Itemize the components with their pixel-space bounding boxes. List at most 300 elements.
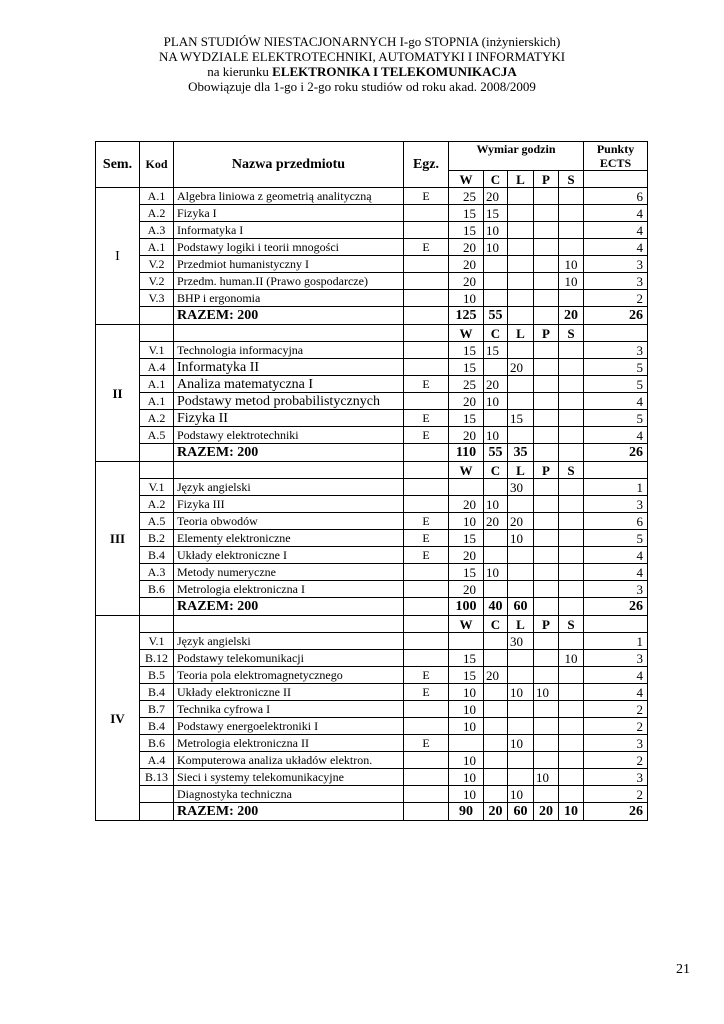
hours-w: [449, 735, 484, 752]
hours-c: [484, 786, 508, 803]
hours-s: [559, 359, 584, 376]
empty-cell: [404, 598, 449, 616]
hours-l: 15: [508, 410, 534, 427]
hours-l: 20: [508, 359, 534, 376]
course-code: B.12: [140, 650, 174, 667]
header-nazwa: Nazwa przedmiotu: [174, 142, 404, 188]
total-s: 10: [559, 803, 584, 821]
hours-w: 15: [449, 205, 484, 222]
ects-points: 4: [584, 547, 648, 564]
course-name: Podstawy energoelektroniki I: [174, 718, 404, 735]
exam-flag: E: [404, 427, 449, 444]
hours-c: [484, 752, 508, 769]
ects-points: 2: [584, 718, 648, 735]
hours-s: [559, 633, 584, 650]
total-ects: 26: [584, 598, 648, 616]
table-row: [96, 701, 648, 718]
exam-flag: E: [404, 188, 449, 205]
total-w: 100: [449, 598, 484, 616]
ects-points: 4: [584, 667, 648, 684]
header-sem: Sem.: [96, 142, 140, 188]
course-code: A.4: [140, 752, 174, 769]
hours-l: [508, 752, 534, 769]
hours-p: [534, 479, 559, 496]
semester-total-row: [96, 444, 648, 462]
total-c: 40: [484, 598, 508, 616]
hours-p: [534, 427, 559, 444]
hours-w: 15: [449, 530, 484, 547]
hours-w: 10: [449, 718, 484, 735]
hours-p: [534, 650, 559, 667]
subheader-s: S: [559, 616, 584, 633]
course-name: Przedm. human.II (Prawo gospodarcze): [174, 273, 404, 290]
hours-p: [534, 752, 559, 769]
ects-points: 5: [584, 359, 648, 376]
hours-w: 20: [449, 393, 484, 410]
exam-flag: [404, 342, 449, 359]
total-s: [559, 444, 584, 462]
exam-flag: [404, 290, 449, 307]
course-name: Układy elektroniczne II: [174, 684, 404, 701]
table-row: [96, 188, 648, 205]
course-name: Elementy elektroniczne: [174, 530, 404, 547]
header-ects-empty: [584, 171, 648, 188]
hours-l: 10: [508, 530, 534, 547]
hours-w: 20: [449, 496, 484, 513]
total-s: [559, 598, 584, 616]
total-ects: 26: [584, 307, 648, 325]
semester-subheader-row: [96, 462, 648, 479]
ects-points: 2: [584, 701, 648, 718]
exam-flag: [404, 496, 449, 513]
empty-cell: [584, 462, 648, 479]
hours-p: [534, 667, 559, 684]
empty-cell: [174, 462, 404, 479]
exam-flag: E: [404, 513, 449, 530]
table-row: [96, 718, 648, 735]
total-s: 20: [559, 307, 584, 325]
table-row: [96, 786, 648, 803]
subheader-p: P: [534, 616, 559, 633]
table-row: [96, 752, 648, 769]
ects-points: 5: [584, 410, 648, 427]
empty-cell: [140, 598, 174, 616]
exam-flag: E: [404, 735, 449, 752]
header-major: ELEKTRONIKA I TELEKOMUNIKACJA: [272, 64, 517, 79]
total-p: [534, 444, 559, 462]
course-code: V.2: [140, 256, 174, 273]
semester-total-row: [96, 598, 648, 616]
total-l: [508, 307, 534, 325]
hours-c: [484, 410, 508, 427]
hours-s: [559, 581, 584, 598]
hours-w: 15: [449, 650, 484, 667]
hours-p: [534, 393, 559, 410]
hours-p: [534, 718, 559, 735]
header-p: P: [534, 171, 559, 188]
hours-c: 10: [484, 496, 508, 513]
hours-l: [508, 376, 534, 393]
hours-l: [508, 256, 534, 273]
course-code: A.1: [140, 239, 174, 256]
hours-s: [559, 188, 584, 205]
empty-cell: [404, 803, 449, 821]
course-code: A.5: [140, 427, 174, 444]
hours-c: 20: [484, 188, 508, 205]
exam-flag: E: [404, 376, 449, 393]
table-row: [96, 222, 648, 239]
hours-c: 15: [484, 342, 508, 359]
course-code: A.3: [140, 564, 174, 581]
total-p: [534, 307, 559, 325]
course-code: B.4: [140, 684, 174, 701]
exam-flag: [404, 701, 449, 718]
header-ects-line-1: Punkty: [596, 142, 635, 156]
empty-cell: [404, 444, 449, 462]
hours-c: 10: [484, 393, 508, 410]
hours-c: 10: [484, 222, 508, 239]
hours-l: [508, 547, 534, 564]
hours-p: [534, 342, 559, 359]
hours-p: [534, 633, 559, 650]
course-code: B.6: [140, 735, 174, 752]
empty-cell: [584, 616, 648, 633]
hours-w: 20: [449, 427, 484, 444]
course-name: Teoria pola elektromagnetycznego: [174, 667, 404, 684]
hours-w: 20: [449, 547, 484, 564]
subheader-s: S: [559, 462, 584, 479]
semester-label: III: [96, 462, 140, 616]
hours-s: [559, 735, 584, 752]
course-code: A.1: [140, 188, 174, 205]
total-l: 35: [508, 444, 534, 462]
header-s: S: [559, 171, 584, 188]
exam-flag: [404, 273, 449, 290]
course-code: V.1: [140, 342, 174, 359]
exam-flag: [404, 205, 449, 222]
hours-c: [484, 769, 508, 786]
hours-l: [508, 769, 534, 786]
hours-l: [508, 496, 534, 513]
hours-p: [534, 222, 559, 239]
hours-l: 10: [508, 684, 534, 701]
exam-flag: [404, 769, 449, 786]
hours-c: [484, 684, 508, 701]
subheader-s: S: [559, 325, 584, 342]
course-code: B.6: [140, 581, 174, 598]
subheader-w: W: [449, 325, 484, 342]
hours-l: [508, 564, 534, 581]
hours-p: [534, 359, 559, 376]
hours-s: [559, 342, 584, 359]
course-code: B.5: [140, 667, 174, 684]
course-code: B.2: [140, 530, 174, 547]
table-row: [96, 239, 648, 256]
total-l: 60: [508, 598, 534, 616]
hours-c: 20: [484, 376, 508, 393]
header-egz: Egz.: [404, 142, 449, 188]
ects-points: 6: [584, 513, 648, 530]
table-row: [96, 735, 648, 752]
hours-w: 20: [449, 273, 484, 290]
hours-l: [508, 222, 534, 239]
course-name: Fizyka I: [174, 205, 404, 222]
course-name: Język angielski: [174, 479, 404, 496]
hours-s: [559, 786, 584, 803]
hours-l: 20: [508, 513, 534, 530]
hours-s: 10: [559, 256, 584, 273]
hours-w: 10: [449, 684, 484, 701]
hours-c: [484, 290, 508, 307]
table-row: [96, 359, 648, 376]
ects-points: 3: [584, 735, 648, 752]
semester-subheader-row: [96, 325, 648, 342]
hours-l: [508, 205, 534, 222]
hours-s: [559, 718, 584, 735]
header-line-3-prefix: na kierunku: [207, 64, 269, 79]
course-name: Informatyka II: [174, 359, 404, 376]
course-name: Podstawy metod probabilistycznych: [174, 393, 404, 410]
header-line-4: Obowiązuje dla 1-go i 2-go roku studiów od roku akad. 2008/2009: [188, 79, 536, 94]
ects-points: 2: [584, 290, 648, 307]
hours-p: [534, 530, 559, 547]
hours-p: [534, 239, 559, 256]
course-code: B.7: [140, 701, 174, 718]
hours-c: 10: [484, 427, 508, 444]
hours-s: [559, 547, 584, 564]
hours-l: 10: [508, 735, 534, 752]
subheader-l: L: [508, 616, 534, 633]
total-label: RAZEM: 200: [174, 598, 404, 616]
exam-flag: E: [404, 410, 449, 427]
total-label: RAZEM: 200: [174, 444, 404, 462]
hours-c: 20: [484, 667, 508, 684]
hours-s: 10: [559, 273, 584, 290]
course-name: Algebra liniowa z geometrią analityczną: [174, 188, 404, 205]
hours-l: [508, 581, 534, 598]
table-header-row: [96, 142, 648, 171]
hours-w: 15: [449, 410, 484, 427]
ects-points: 3: [584, 256, 648, 273]
ects-points: 4: [584, 684, 648, 701]
hours-s: [559, 410, 584, 427]
table-row: [96, 479, 648, 496]
course-code: A.4: [140, 359, 174, 376]
ects-points: 4: [584, 564, 648, 581]
course-name: Podstawy logiki i teorii mnogości: [174, 239, 404, 256]
hours-p: [534, 290, 559, 307]
hours-w: 10: [449, 701, 484, 718]
empty-cell: [404, 462, 449, 479]
hours-l: 10: [508, 786, 534, 803]
empty-cell: [140, 325, 174, 342]
ects-points: 3: [584, 650, 648, 667]
exam-flag: [404, 359, 449, 376]
course-code: A.3: [140, 222, 174, 239]
total-c: 20: [484, 803, 508, 821]
ects-points: 4: [584, 205, 648, 222]
hours-p: [534, 376, 559, 393]
hours-p: [534, 273, 559, 290]
exam-flag: [404, 752, 449, 769]
exam-flag: [404, 581, 449, 598]
hours-s: [559, 513, 584, 530]
exam-flag: [404, 633, 449, 650]
total-w: 110: [449, 444, 484, 462]
course-name: Przedmiot humanistyczny I: [174, 256, 404, 273]
semester-label: IV: [96, 616, 140, 821]
table-row: [96, 342, 648, 359]
course-code: A.1: [140, 393, 174, 410]
subheader-c: C: [484, 325, 508, 342]
header-kod: Kod: [140, 142, 174, 188]
header-line-3: [0, 64, 724, 79]
course-code: A.1: [140, 376, 174, 393]
subheader-c: C: [484, 462, 508, 479]
exam-flag: [404, 718, 449, 735]
ects-points: 3: [584, 496, 648, 513]
subheader-p: P: [534, 462, 559, 479]
subheader-l: L: [508, 462, 534, 479]
hours-s: [559, 376, 584, 393]
hours-c: [484, 359, 508, 376]
table-row: [96, 427, 648, 444]
course-name: Analiza matematyczna I: [174, 376, 404, 393]
hours-l: [508, 718, 534, 735]
course-code: V.2: [140, 273, 174, 290]
ects-points: 4: [584, 393, 648, 410]
hours-p: [534, 496, 559, 513]
course-name: BHP i ergonomia: [174, 290, 404, 307]
hours-s: [559, 684, 584, 701]
course-name: Teoria obwodów: [174, 513, 404, 530]
hours-p: [534, 701, 559, 718]
empty-cell: [140, 616, 174, 633]
exam-flag: [404, 786, 449, 803]
exam-flag: E: [404, 530, 449, 547]
ects-points: 1: [584, 479, 648, 496]
course-code: B.4: [140, 718, 174, 735]
hours-c: [484, 581, 508, 598]
hours-s: [559, 290, 584, 307]
table-row: [96, 633, 648, 650]
hours-c: 10: [484, 564, 508, 581]
table-row: [96, 273, 648, 290]
table-row: [96, 393, 648, 410]
hours-s: [559, 393, 584, 410]
hours-p: 10: [534, 684, 559, 701]
subheader-l: L: [508, 325, 534, 342]
hours-w: 10: [449, 786, 484, 803]
hours-w: [449, 633, 484, 650]
course-name: Informatyka I: [174, 222, 404, 239]
header-l: L: [508, 171, 534, 188]
ects-points: 4: [584, 222, 648, 239]
table-row: [96, 564, 648, 581]
header-ects: [584, 142, 648, 171]
hours-p: [534, 786, 559, 803]
ects-points: 5: [584, 376, 648, 393]
hours-l: [508, 393, 534, 410]
hours-l: [508, 239, 534, 256]
header-ects-line-2: ECTS: [599, 156, 632, 170]
hours-l: [508, 290, 534, 307]
empty-cell: [174, 616, 404, 633]
hours-w: 20: [449, 581, 484, 598]
hours-p: [534, 735, 559, 752]
subheader-p: P: [534, 325, 559, 342]
table-row: [96, 581, 648, 598]
page-number: 21: [676, 962, 690, 977]
total-w: 125: [449, 307, 484, 325]
hours-w: 20: [449, 239, 484, 256]
course-code: V.3: [140, 290, 174, 307]
total-ects: 26: [584, 444, 648, 462]
hours-w: 10: [449, 752, 484, 769]
empty-cell: [140, 803, 174, 821]
course-name: Metrologia elektroniczna II: [174, 735, 404, 752]
header-c: C: [484, 171, 508, 188]
hours-s: 10: [559, 650, 584, 667]
course-code: V.1: [140, 633, 174, 650]
empty-cell: [584, 325, 648, 342]
hours-l: [508, 273, 534, 290]
hours-s: [559, 752, 584, 769]
hours-s: [559, 701, 584, 718]
table-row: [96, 769, 648, 786]
hours-w: 10: [449, 769, 484, 786]
ects-points: 5: [584, 530, 648, 547]
table-row: [96, 205, 648, 222]
empty-cell: [404, 325, 449, 342]
ects-points: 4: [584, 239, 648, 256]
subheader-w: W: [449, 616, 484, 633]
course-name: Podstawy telekomunikacji: [174, 650, 404, 667]
total-c: 55: [484, 307, 508, 325]
table-row: [96, 513, 648, 530]
exam-flag: E: [404, 547, 449, 564]
hours-c: [484, 701, 508, 718]
hours-p: [534, 256, 559, 273]
empty-cell: [140, 307, 174, 325]
hours-s: [559, 205, 584, 222]
course-name: Diagnostyka techniczna: [174, 786, 404, 803]
ects-points: 3: [584, 342, 648, 359]
total-c: 55: [484, 444, 508, 462]
semester-label: II: [96, 325, 140, 462]
hours-p: [534, 188, 559, 205]
semester-subheader-row: [96, 616, 648, 633]
document-header: [0, 34, 724, 94]
hours-l: [508, 701, 534, 718]
hours-c: [484, 479, 508, 496]
course-code: A.2: [140, 205, 174, 222]
hours-c: 20: [484, 513, 508, 530]
ects-points: 6: [584, 188, 648, 205]
course-name: Metrologia elektroniczna I: [174, 581, 404, 598]
table-row: [96, 376, 648, 393]
total-p: 20: [534, 803, 559, 821]
hours-c: [484, 547, 508, 564]
course-name: Fizyka II: [174, 410, 404, 427]
hours-w: 20: [449, 256, 484, 273]
hours-c: [484, 633, 508, 650]
course-name: Metody numeryczne: [174, 564, 404, 581]
subheader-w: W: [449, 462, 484, 479]
hours-p: [534, 581, 559, 598]
hours-l: [508, 342, 534, 359]
course-code: A.2: [140, 496, 174, 513]
